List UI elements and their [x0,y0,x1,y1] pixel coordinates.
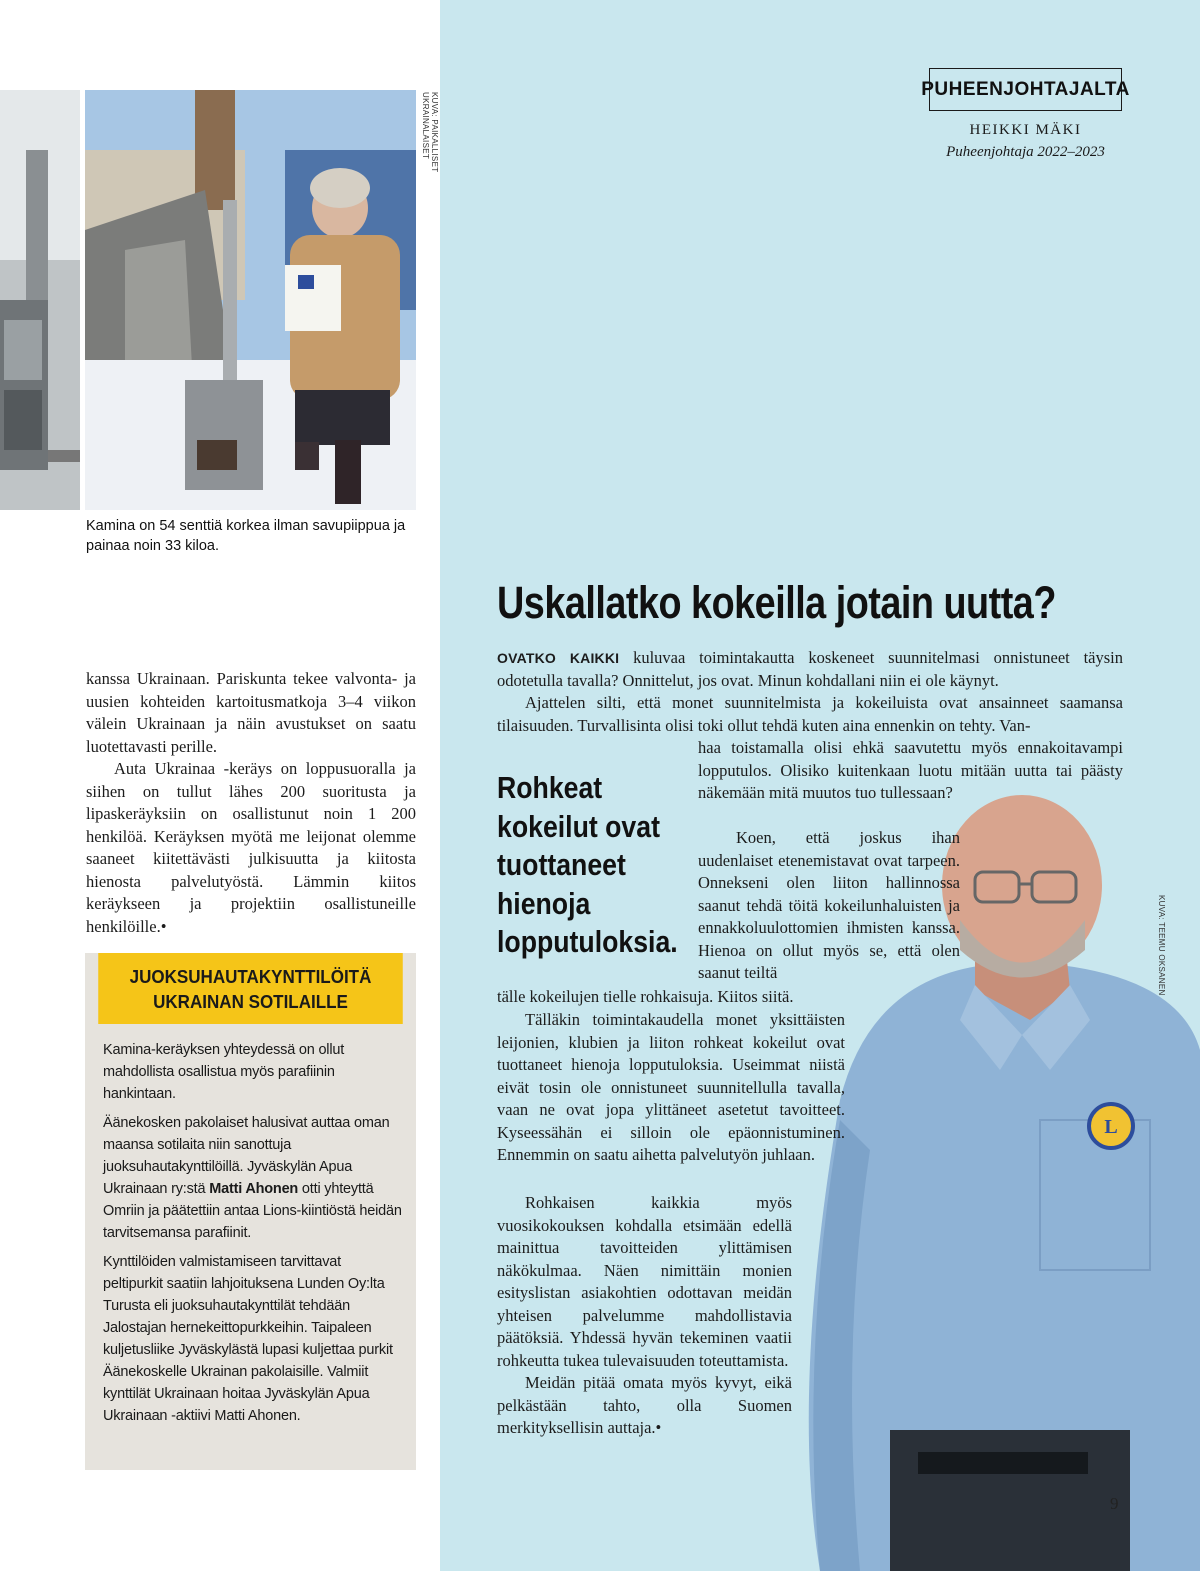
left-article-text [86,668,416,938]
pull-quote-line: tuottaneet [497,847,626,882]
article-paragraph-4-block [497,1009,845,1167]
article-intro [497,647,1123,737]
author-role: Puheenjohtaja 2022–2023 [946,144,1105,160]
sidebar-title-line-1: JUOKSUHAUTAKYNTTILÖITÄ [129,965,372,987]
sidebar-title-line-2: UKRAINAN SOTILAILLE [153,990,348,1012]
article-paragraph-3a: Koen, että joskus ihan uudenlaiset etenemistavat ovat tarpeen. Onnekseni olen liiton hallinnossa saanut tehdä töitä kokeilunhaluisten ja ennakkoluulottomien ihmisten kanssa. Hienoa on ollut myös se, että olen saanut teiltä [698,828,960,982]
page-number: 9 [1110,1494,1119,1513]
article-paragraph-2a: Ajattelen silti, että monet suunnitelmista ja kokeiluista ovat ansainneet saamansa tilaisuuden. Turvallisinta olisi toki ollut tehdä kuten aina ennenkin on tehty. Van- [497,693,1123,735]
sidebar-box [85,953,416,1470]
article-headline: Uskallatko kokeilla jotain uutta? [497,577,1056,628]
svg-text:L: L [1104,1116,1118,1138]
article-paragraph-1-text: kuluvaa toimintakautta koskeneet suunnitelmasi onnistuneet täysin odotetulla tavalla? Onnittelut, jos ovat. Minun kohdallani niin ei ole käynyt. [497,648,1123,690]
article-paragraph-6: Meidän pitää omata myös kyvyt, eikä pelkästään tahto, olla Suomen merkityksellisin auttaja.• [497,1373,792,1437]
article-paragraph-3b: tälle kokeilujen tielle rohkaisuja. Kiitos siitä. [497,987,794,1006]
photo-caption: Kamina on 54 senttiä korkea ilman savupiippua ja painaa noin 33 kiloa. [86,518,406,554]
article-paragraph-5-block [497,1192,792,1440]
sidebar-body [103,1039,403,1434]
author-name: HEIKKI MÄKI [969,122,1082,138]
sidebar-p2-text-end: otti yhteyttä Omriin ja päätettiin antaa Lions-kiintiöstä heidän tarvitsemansa parafiinit. [103,1181,402,1241]
article-paragraph-5: Rohkaisen kaikkia myös vuosikokouksen kohdalla etsimään edellä mainittua tavoitteiden ylittämisen näkökulmaa. Näen nimittäin monien esityslistan asiakohtien odottavan meidän yhteisen palvelumme mahdollistavia päätöksiä. Yhdessä hyvän tekeminen vaatii rohkeutta tukea tulevaisuuden toteuttamista. [497,1193,792,1370]
sidebar-person-name: Matti Ahonen [209,1181,299,1197]
article-paragraph-1 [497,647,1123,692]
lead-word: OVATKO KAIKKI [497,650,620,666]
sidebar-paragraph-1: Kamina-keräyksen yhteydessä on ollut mahdollista osallistua myös parafiinin hankintaan. [103,1042,345,1102]
sidebar-paragraph-2 [103,1112,403,1244]
article-paragraph-2b: haa toistamalla olisi ehkä saavutettu myös ennakoitavampi lopputulos. Olisiko kuitenkaan luotu mitään uutta tai päästy näkemään mitä muutos tuo tullessaan? [698,738,1123,802]
photo-credit: KUVA: PAIKALLISET UKRAINALAISET [421,92,439,173]
left-paragraph-1: kanssa Ukrainaan. Pariskunta tekee valvonta- ja uusien kohteiden kartoitusmatkoja 3–4 viikon välein Ukrainaan ja näin avustukset on saatu luotettavasti perille. [86,669,416,756]
pull-quote [497,769,678,962]
left-paragraph-2: Auta Ukrainaa -keräys on loppusuoralla ja siihen on tullut lähes 200 suoritusta ja lipaskeräyksiin on osallistunut noin 1 200 henkilöä. Keräyksen myötä me leijonat olemme saaneet kiitettävästi julkisuutta ja kiitosta hienosta palvelutyöstä. Lämmin kiitos keräykseen ja projektiin osallistuneille henkilöille.• [86,759,416,936]
article-paragraph-4: Tälläkin toimintakaudella monet yksittäisten leijonien, klubien ja liiton rohkeat kokeilut ovat tuottaneet hienoja lopputuloksia. Useimmat niistä eivät tosin ole onnistuneet suunnitellulla tavalla, vaan ne ovat jopa ylittäneet asetetut tavoitteet. Kyseessähän ei silloin ole epäonnistuminen. Ennemmin on saatu aihetta palvelutyön juhlaan. [497,1010,845,1164]
sidebar-title [98,953,403,1024]
pull-quote-line: kokeilut ovat [497,808,660,844]
pull-quote-line: Rohkeat [497,770,603,805]
pull-quote-line: hienoja [497,885,591,921]
stove-photo-cropped [0,90,80,510]
woman-with-stove-photo [85,90,416,510]
pull-quote-line: lopputuloksia. [497,924,678,959]
section-label: PUHEENJOHTAJALTA [929,68,1122,111]
portrait-credit: KUVA: TEEMU OKSANEN [1157,895,1166,996]
sidebar-p2-text: Äänekosken pakolaiset halusivat auttaa oman maansa sotilaita niin sanottuja juoksuhautakynttilöillä. Jyväskylän Apua Ukrainaan ry:stä [103,1115,390,1197]
sidebar-paragraph-3: Kynttilöiden valmistamiseen tarvittavat peltipurkit saatiin lahjoituksena Lunden Oy:lta Turusta eli juoksuhautakynttilät tehdään Jalostajan hernekeittopurkkeihin. Taipaleen kuljetusliike Jyväskylästä lupasi kuljettaa purkit Äänekoskelle Ukrainan pakolaisille. Valmiit kynttilät Ukrainaan hoitaa Jyväskylän Apua Ukrainaan -aktiivi Matti Ahonen. [103,1254,393,1424]
